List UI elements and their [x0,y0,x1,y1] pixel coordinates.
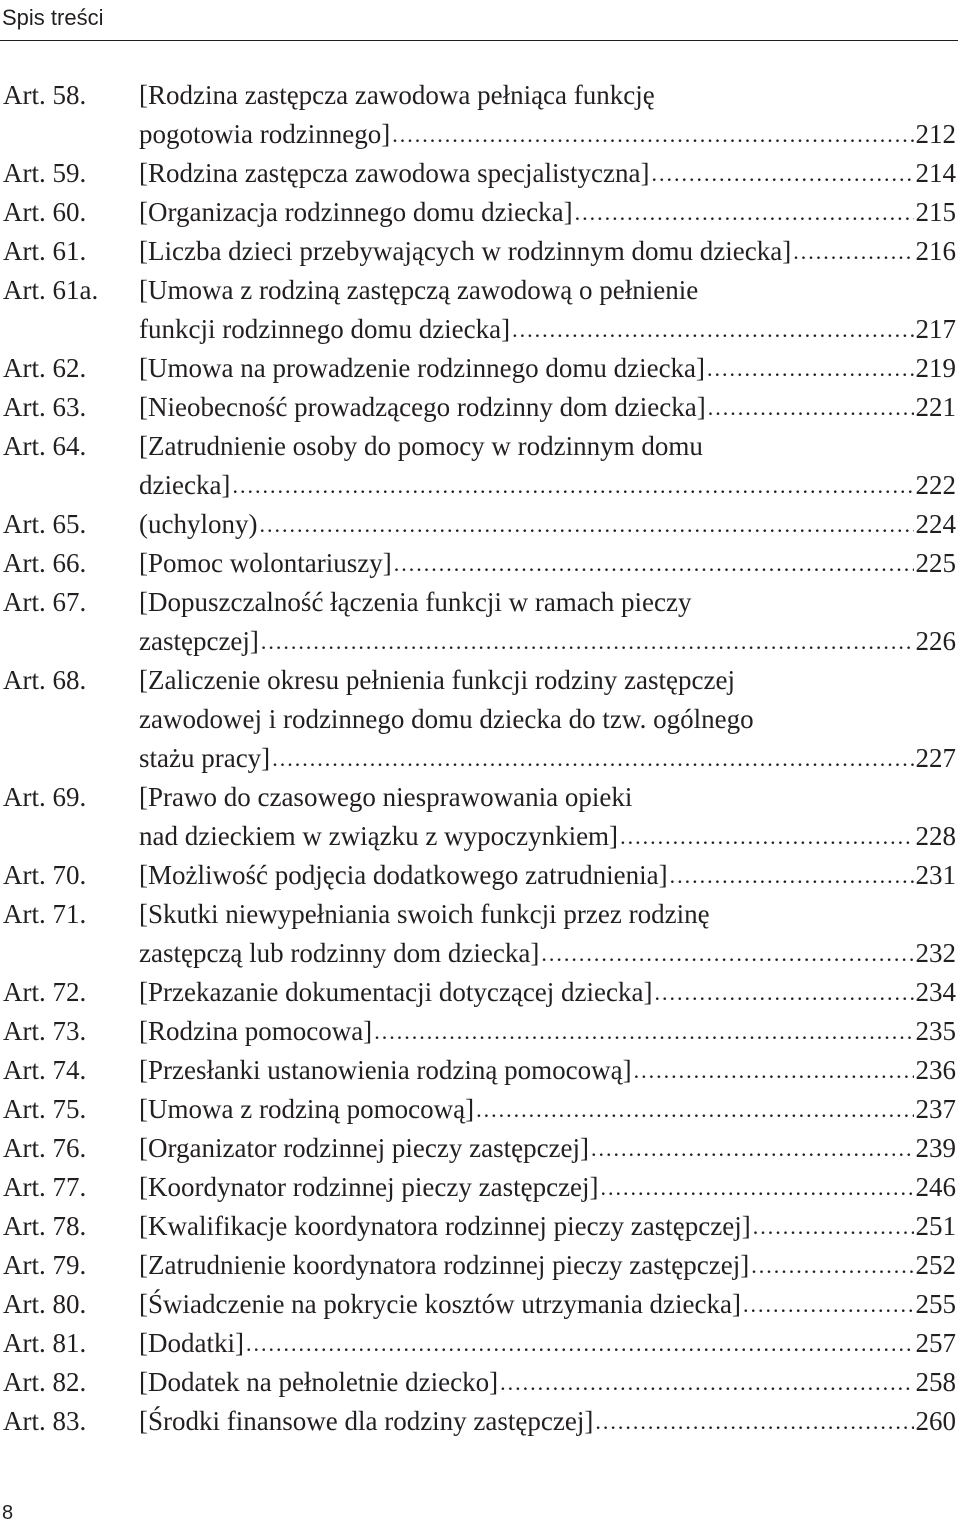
toc-page-number[interactable]: 224 [915,509,956,539]
toc-entry[interactable] [3,1246,956,1285]
toc-entry[interactable] [3,505,956,544]
toc-page-number[interactable]: 258 [915,1367,956,1397]
toc-page-number[interactable]: 217 [915,314,956,344]
toc-entry[interactable] [3,193,956,232]
toc-title-line: [Prawo do czasowego niesprawowania opieki [139,782,633,812]
toc-title-line: [Umowa z rodziną zastępczą zawodową o pełnienie [139,275,699,305]
toc-article-number: Art. 63. [3,392,87,422]
toc-article-number: Art. 75. [3,1094,87,1124]
toc-title-line: [Zatrudnienie osoby do pomocy w rodzinnym domu [139,431,703,461]
toc-article-number: Art. 81. [3,1328,87,1358]
toc-entry[interactable] [3,1402,956,1441]
toc-title-final-line [139,193,956,232]
toc-article-number: Art. 68. [3,665,87,695]
toc-title-final-line [139,388,956,427]
toc-title-line: nad dzieckiem w związku z wypoczynkiem] [139,821,619,851]
toc-entry[interactable] [3,1090,956,1129]
dot-leader [392,115,913,154]
toc-entry[interactable] [3,76,956,154]
toc-article-number: Art. 74. [3,1055,87,1085]
toc-title-line: stażu pracy] [139,743,271,773]
toc-page-number[interactable]: 252 [915,1250,956,1280]
dot-leader [793,232,913,271]
toc-title-line: [Przesłanki ustanowienia rodziną pomocową] [139,1055,632,1085]
toc-title-line: [Środki finansowe dla rodziny zastępczej] [139,1406,594,1436]
toc-entry[interactable] [3,1129,956,1168]
toc-entry-body [139,1051,956,1090]
toc-title-line: (uchylony) [139,509,258,539]
dot-leader [620,817,913,856]
dot-leader [707,349,913,388]
toc-article-number: Art. 59. [3,158,87,188]
toc-article-number: Art. 70. [3,860,87,890]
dot-leader [575,193,914,232]
toc-page-number[interactable]: 221 [915,392,956,422]
toc-entry[interactable] [3,427,956,505]
toc-article-number: Art. 71. [3,899,87,929]
toc-title-final-line [139,232,956,271]
toc-title-line: [Świadczenie na pokrycie kosztów utrzymania dziecka] [139,1289,741,1319]
dot-leader [512,310,913,349]
toc-entry-body [139,427,956,505]
toc-entry-body [139,544,956,583]
toc-entry[interactable] [3,232,956,271]
toc-entry[interactable] [3,778,956,856]
toc-article-number: Art. 65. [3,509,87,539]
dot-leader [743,1285,914,1324]
toc-page-number[interactable]: 239 [915,1133,956,1163]
toc-article-number: Art. 78. [3,1211,87,1241]
dot-leader [654,973,913,1012]
toc-page-number[interactable]: 237 [915,1094,956,1124]
toc-entry-body [139,856,956,895]
toc-page-number[interactable]: 226 [915,626,956,656]
toc-title-line: [Skutki niewypełniania swoich funkcji przez rodzinę [139,899,710,929]
toc-title-final-line [139,115,956,154]
toc-article-number: Art. 58. [3,80,87,110]
toc-entry-body [139,583,956,661]
toc-title-final-line [139,349,956,388]
toc-article-number: Art. 83. [3,1406,87,1436]
toc-entry[interactable] [3,388,956,427]
toc-article-number: Art. 80. [3,1289,87,1319]
toc-entry-body [139,1129,956,1168]
toc-article-number: Art. 73. [3,1016,87,1046]
dot-leader [708,388,914,427]
dot-leader [753,1207,914,1246]
dot-leader [670,856,914,895]
toc-entry-body [139,1090,956,1129]
toc-entry-body [139,232,956,271]
toc-entry-body [139,661,956,778]
toc-entry-body [139,895,956,973]
toc-title-line: [Dodatki] [139,1328,244,1358]
toc-entry[interactable] [3,583,956,661]
dot-leader [541,934,913,973]
dot-leader [259,505,913,544]
toc-page-number[interactable]: 234 [915,977,956,1007]
toc-title-line: [Zatrudnienie koordynatora rodzinnej pieczy zastępczej] [139,1250,750,1280]
toc-article-number: Art. 60. [3,197,87,227]
toc-entry-body [139,76,956,154]
toc-title-final-line [139,817,956,856]
toc-title-line: zastępczej] [139,626,259,656]
toc-entry[interactable] [3,544,956,583]
toc-entry-body [139,778,956,856]
dot-leader [232,466,913,505]
toc-entry[interactable] [3,1012,956,1051]
toc-title-line: [Zaliczenie okresu pełnienia funkcji rodziny zastępczej [139,665,735,695]
toc-page-number[interactable]: 246 [915,1172,956,1202]
toc-title-final-line [139,505,956,544]
toc-title-final-line [139,466,956,505]
toc-title-line: [Rodzina pomocowa] [139,1016,373,1046]
toc-title-final-line [139,1363,956,1402]
toc-title-final-line [139,973,956,1012]
toc-entry-body [139,973,956,1012]
toc-page-number[interactable]: 255 [915,1289,956,1319]
toc-title-line: [Organizator rodzinnej pieczy zastępczej] [139,1133,590,1163]
toc-title-final-line [139,1246,956,1285]
toc-title-line: [Rodzina zastępcza zawodowa specjalistyczna] [139,158,650,188]
toc-page-number[interactable]: 251 [915,1211,956,1241]
dot-leader [394,544,914,583]
toc-article-number: Art. 61. [3,236,87,266]
toc-article-number: Art. 67. [3,587,87,617]
toc-article-number: Art. 62. [3,353,87,383]
toc-entry-body [139,1402,956,1441]
toc-title-line: [Organizacja rodzinnego domu dziecka] [139,197,573,227]
toc-title-line: [Rodzina zastępcza zawodowa pełniąca funkcję [139,80,655,110]
toc-page-number[interactable]: 236 [915,1055,956,1085]
toc-entry-body [139,1012,956,1051]
toc-entry[interactable] [3,1051,956,1090]
toc-title-line: [Umowa na prowadzenie rodzinnego domu dziecka] [139,353,706,383]
dot-leader [476,1090,913,1129]
toc-title-final-line [139,154,956,193]
toc-page-number[interactable]: 225 [915,548,956,578]
toc-entry[interactable] [3,154,956,193]
toc-page-number[interactable]: 228 [915,821,956,851]
toc-page-number[interactable]: 227 [915,743,956,773]
toc-entry-body [139,1207,956,1246]
toc-title-final-line [139,1051,956,1090]
toc-title-final-line [139,544,956,583]
toc-page-number[interactable]: 215 [915,197,956,227]
toc-page-number[interactable]: 222 [915,470,956,500]
toc-page-number[interactable]: 214 [915,158,956,188]
toc-page-number[interactable]: 235 [915,1016,956,1046]
toc-entry-body [139,505,956,544]
toc-page-number[interactable]: 231 [915,860,956,890]
dot-leader [246,1324,914,1363]
toc-entry[interactable] [3,856,956,895]
header-rule [0,40,958,41]
dot-leader [751,1246,913,1285]
toc-entry[interactable] [3,661,956,778]
dot-leader [634,1051,914,1090]
toc-entry-body [139,1246,956,1285]
toc-entry-body [139,193,956,232]
dot-leader [272,739,913,778]
toc-title-line: [Pomoc wolontariuszy] [139,548,392,578]
toc-title-final-line [139,856,956,895]
toc-title-line: [Dopuszczalność łączenia funkcji w ramach pieczy [139,587,692,617]
toc-entry[interactable] [3,1363,956,1402]
dot-leader [261,622,914,661]
toc-article-number: Art. 61a. [3,275,99,305]
toc-title-final-line [139,1402,956,1441]
toc-title-final-line [139,739,956,778]
toc-title-line: zastępczą lub rodzinny dom dziecka] [139,938,540,968]
toc-article-number: Art. 76. [3,1133,87,1163]
toc-article-number: Art. 66. [3,548,87,578]
toc-article-number: Art. 79. [3,1250,87,1280]
toc-article-number: Art. 64. [3,431,87,461]
toc-title-line: [Liczba dzieci przebywających w rodzinnym domu dziecka] [139,236,792,266]
toc-title-line: [Przekazanie dokumentacji dotyczącej dziecka] [139,977,653,1007]
dot-leader [652,154,914,193]
toc-entry[interactable] [3,271,956,349]
dot-leader [374,1012,913,1051]
toc-title-final-line [139,310,956,349]
dot-leader [500,1363,913,1402]
toc-article-number: Art. 72. [3,977,87,1007]
toc-title-final-line [139,1090,956,1129]
toc-entry-body [139,271,956,349]
toc-title-final-line [139,934,956,973]
dot-leader [591,1129,913,1168]
toc-page-number[interactable]: 219 [915,353,956,383]
dot-leader [601,1168,914,1207]
toc-entry[interactable] [3,1285,956,1324]
toc-title-final-line [139,1129,956,1168]
toc-article-number: Art. 69. [3,782,87,812]
toc-title-line: [Nieobecność prowadzącego rodzinny dom dziecka] [139,392,706,422]
page-number: 8 [2,1502,14,1524]
dot-leader [595,1402,913,1441]
toc-page-number[interactable]: 212 [915,119,956,149]
toc-title-final-line [139,1324,956,1363]
toc-entry-body [139,1324,956,1363]
toc-title-line: pogotowia rodzinnego] [139,119,391,149]
toc-title-final-line [139,1012,956,1051]
toc-entry[interactable] [3,1324,956,1363]
toc-title-line: [Dodatek na pełnoletnie dziecko] [139,1367,499,1397]
toc-article-number: Art. 82. [3,1367,87,1397]
toc-title-final-line [139,1168,956,1207]
toc-title-line: dziecka] [139,470,231,500]
toc-page-number[interactable]: 260 [915,1406,956,1436]
toc-title-line: [Koordynator rodzinnej pieczy zastępczej] [139,1172,599,1202]
toc-page-number[interactable]: 257 [915,1328,956,1358]
toc-entry[interactable] [3,349,956,388]
toc-entry-body [139,349,956,388]
toc-entry-body [139,1168,956,1207]
toc-title-line: zawodowej i rodzinnego domu dziecka do tzw. ogólnego [139,704,754,734]
toc-entry[interactable] [3,1168,956,1207]
toc-entry-body [139,154,956,193]
toc-title-final-line [139,1285,956,1324]
running-head-title: Spis treści [2,5,104,30]
toc-entry[interactable] [3,1207,956,1246]
toc-title-line: [Możliwość podjęcia dodatkowego zatrudnienia] [139,860,668,890]
toc-article-number: Art. 77. [3,1172,87,1202]
toc-entry-body [139,1363,956,1402]
toc-page-number[interactable]: 232 [915,938,956,968]
toc-title-line: [Kwalifikacje koordynatora rodzinnej pieczy zastępczej] [139,1211,751,1241]
toc-title-final-line [139,1207,956,1246]
toc-title-line: [Umowa z rodziną pomocową] [139,1094,475,1124]
table-of-contents [3,76,956,1441]
toc-title-line: funkcji rodzinnego domu dziecka] [139,314,511,344]
toc-entry[interactable] [3,973,956,1012]
toc-entry-body [139,1285,956,1324]
toc-entry-body [139,388,956,427]
toc-entry[interactable] [3,895,956,973]
toc-title-final-line [139,622,956,661]
toc-page-number[interactable]: 216 [915,236,956,266]
